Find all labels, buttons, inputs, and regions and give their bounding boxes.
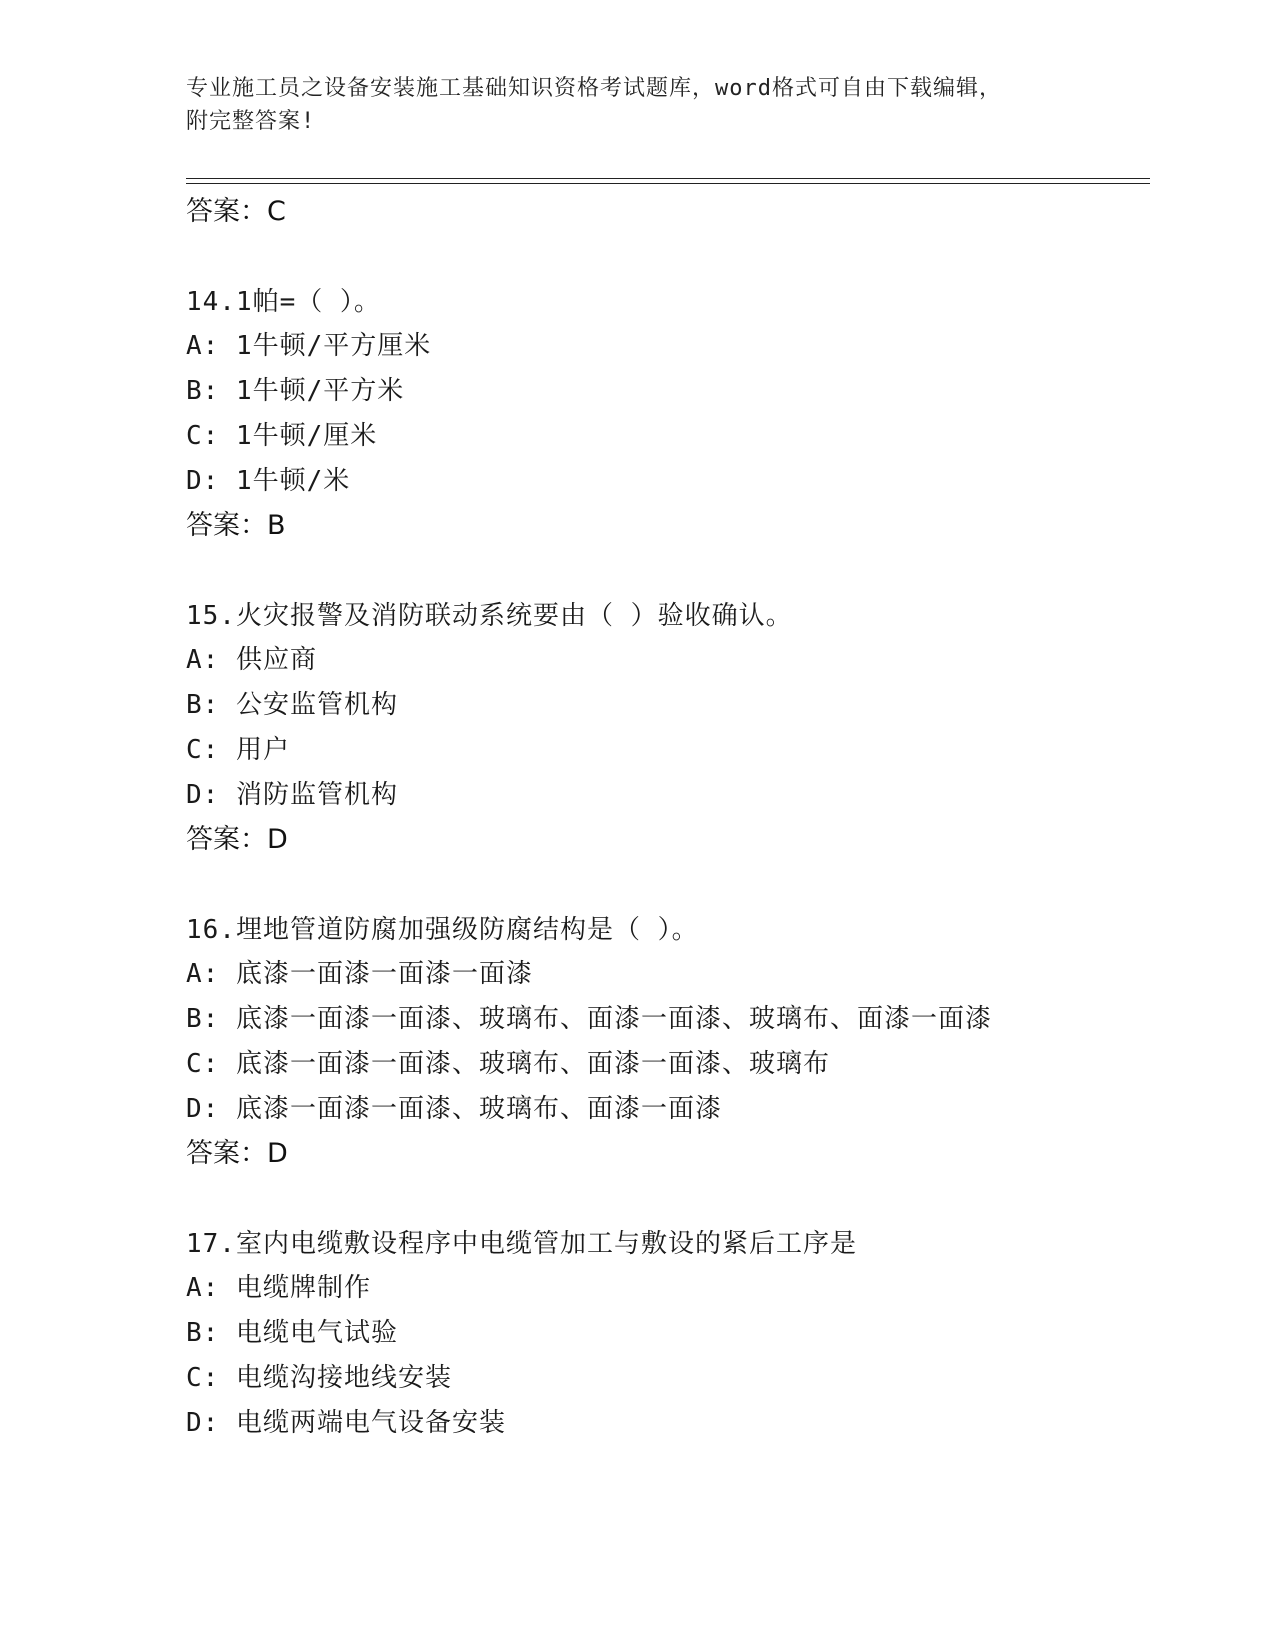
spacer bbox=[186, 548, 1150, 594]
spacer bbox=[186, 234, 1150, 280]
question-15-option-c: C: 用户 bbox=[186, 735, 290, 765]
question-14-stem: 14.1帕=（ ）。 bbox=[186, 287, 381, 317]
spacer bbox=[186, 862, 1150, 908]
question-16-option-b: B: 底漆一面漆一面漆、玻璃布、面漆一面漆、玻璃布、面漆一面漆 bbox=[186, 1004, 992, 1034]
header-title-line-2: 附完整答案! bbox=[186, 109, 316, 134]
question-17-stem: 17.室内电缆敷设程序中电缆管加工与敷设的紧后工序是 bbox=[186, 1229, 857, 1259]
answer-13: 答案：C bbox=[186, 196, 286, 227]
question-15-answer: 答案：D bbox=[186, 824, 288, 855]
question-15-option-a: A: 供应商 bbox=[186, 645, 317, 675]
question-17-option-a: A: 电缆牌制作 bbox=[186, 1273, 371, 1303]
question-15-stem: 15.火灾报警及消防联动系统要由（ ）验收确认。 bbox=[186, 601, 793, 631]
question-14-option-c: C: 1牛顿/厘米 bbox=[186, 421, 378, 451]
question-16-option-c: C: 底漆一面漆一面漆、玻璃布、面漆一面漆、玻璃布 bbox=[186, 1049, 830, 1079]
question-16-option-d: D: 底漆一面漆一面漆、玻璃布、面漆一面漆 bbox=[186, 1094, 722, 1124]
document-header bbox=[186, 72, 1086, 138]
question-14-option-d: D: 1牛顿/米 bbox=[186, 466, 351, 496]
question-15-option-d: D: 消防监管机构 bbox=[186, 780, 398, 810]
question-17-option-b: B: 电缆电气试验 bbox=[186, 1318, 398, 1348]
question-15-option-b: B: 公安监管机构 bbox=[186, 690, 398, 720]
question-14-option-b: B: 1牛顿/平方米 bbox=[186, 376, 405, 406]
question-17-option-d: D: 电缆两端电气设备安装 bbox=[186, 1408, 506, 1438]
header-divider-bottom bbox=[186, 183, 1150, 184]
question-16-stem: 16.埋地管道防腐加强级防腐结构是（ ）。 bbox=[186, 915, 699, 945]
question-16-option-a: A: 底漆一面漆一面漆一面漆 bbox=[186, 959, 533, 989]
question-14-option-a: A: 1牛顿/平方厘米 bbox=[186, 331, 432, 361]
question-list bbox=[186, 190, 1150, 1446]
question-16-answer: 答案：D bbox=[186, 1138, 288, 1169]
header-divider-top bbox=[186, 178, 1150, 179]
header-title-line-1: 专业施工员之设备安装施工基础知识资格考试题库，word格式可自由下载编辑， bbox=[186, 76, 1002, 101]
question-14-answer: 答案：B bbox=[186, 510, 286, 541]
spacer bbox=[186, 1176, 1150, 1222]
question-17-option-c: C: 电缆沟接地线安装 bbox=[186, 1363, 452, 1393]
